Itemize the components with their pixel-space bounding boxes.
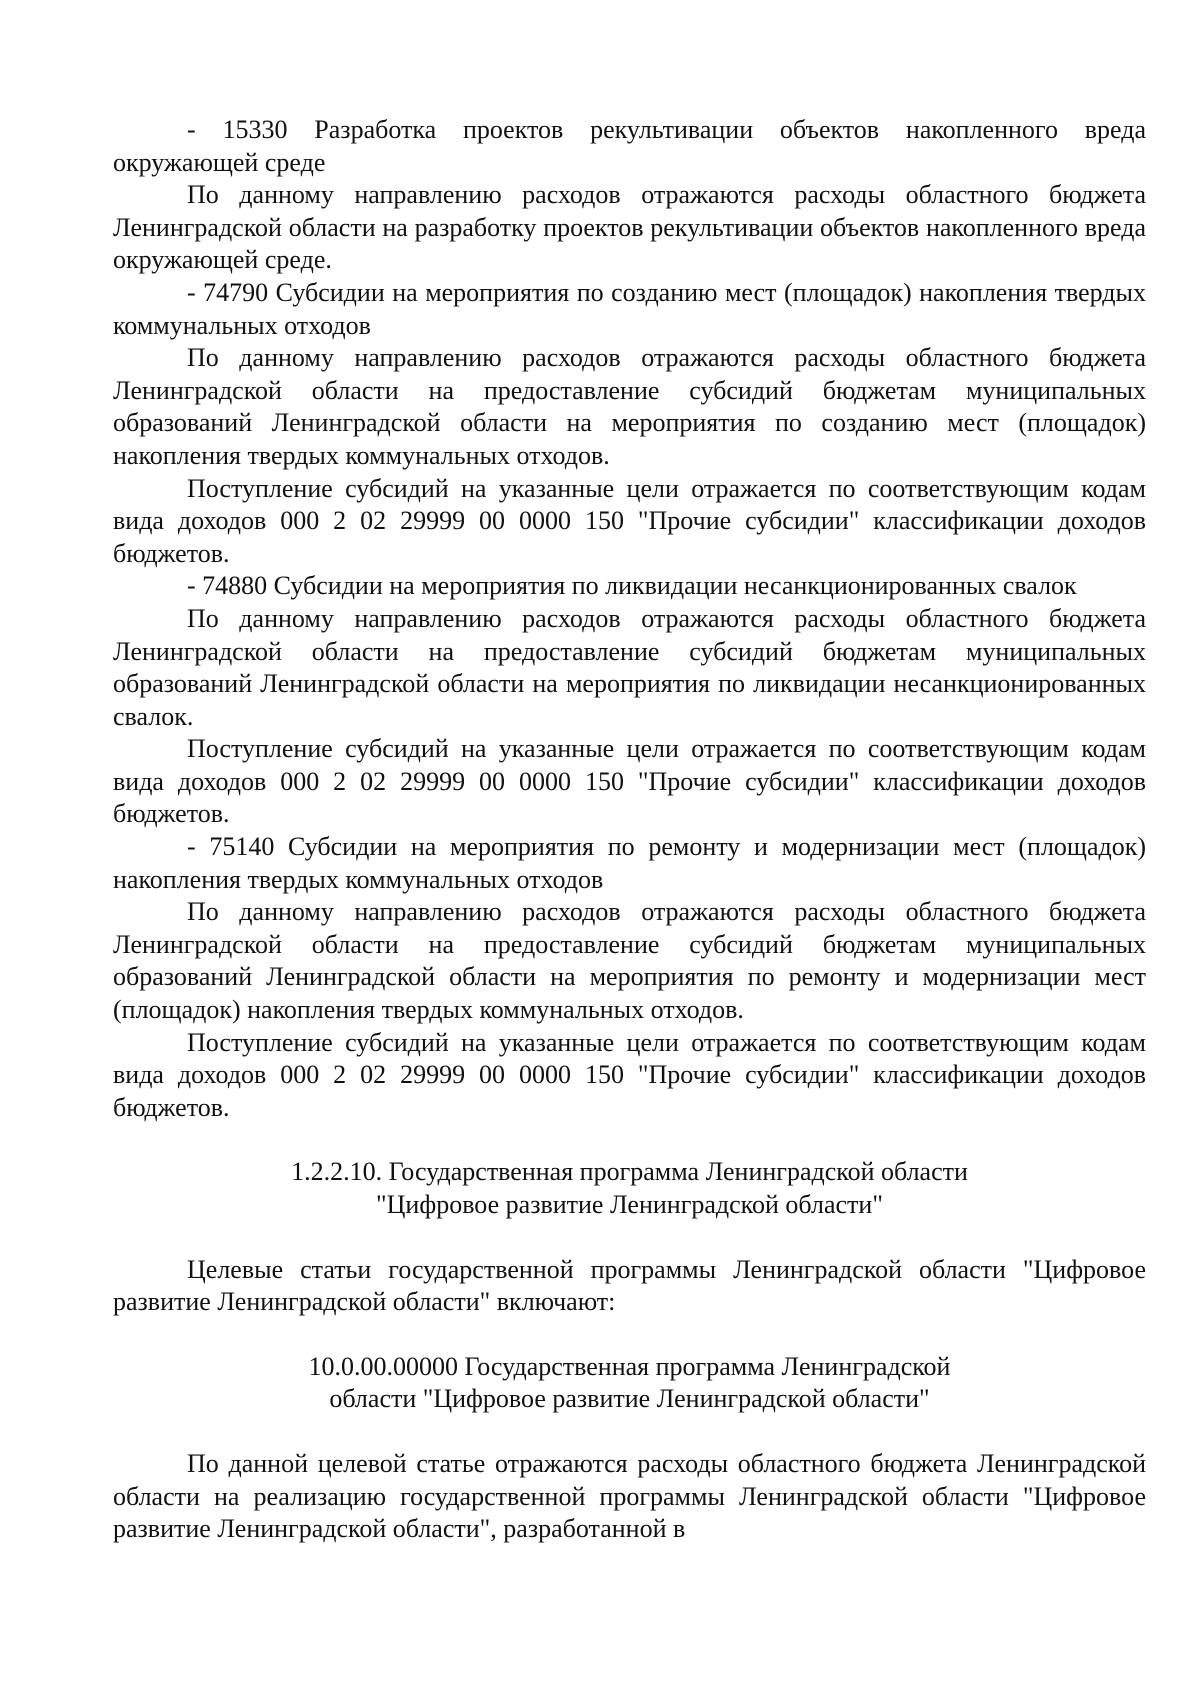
spacer <box>113 1222 1146 1254</box>
item-74880-description: По данному направлению расходов отражаются расходы областного бюджета Ленинградской области на предоставление субсидий бюджетам муниципальных образований Ленинградской области на мероприятия по ликвидации несанкционированных свалок. <box>113 603 1146 731</box>
item-74790-title: - 74790 Субсидии на мероприятия по созданию мест (площадок) накопления твердых коммунальных отходов <box>113 277 1146 340</box>
item-75140-title: - 75140 Субсидии на мероприятия по ремонту и модернизации мест (площадок) накопления твердых коммунальных отходов <box>113 832 1146 894</box>
target-article-heading-line2: области "Цифровое развитие Ленинградской области" <box>329 1384 930 1414</box>
item-75140-description: По данному направлению расходов отражаются расходы областного бюджета Ленинградской области на предоставление субсидий бюджетам муниципальных образований Ленинградской области на мероприятия по ремонту и модернизации мест (площадок) накопления твердых коммунальных отходов. <box>113 897 1146 1025</box>
spacer <box>113 1416 1146 1448</box>
item-15330-description: По данному направлению расходов отражаются расходы областного бюджета Ленинградской области на разработку проектов рекультивации объектов накопленного вреда окружающей среде. <box>113 180 1146 275</box>
final-paragraph: По данной целевой статье отражаются расходы областного бюджета Ленинградской области на реализацию государственной программы Ленинградской области "Цифровое развитие Ленинградской области", разработанной в <box>113 1448 1146 1544</box>
document-body <box>113 114 1146 1546</box>
item-74880-title: - 74880 Субсидии на мероприятия по ликвидации несанкционированных свалок <box>187 571 1077 601</box>
section-heading-line2: "Цифровое развитие Ленинградской области" <box>376 1190 883 1219</box>
section-heading-line1: 1.2.2.10. Государственная программа Ленинградской области <box>291 1157 968 1187</box>
spacer <box>113 1319 1146 1351</box>
item-15330-title: - 15330 Разработка проектов рекультивации объектов накопленного вреда окружающей среде <box>113 115 1146 177</box>
item-74790-income-note: Поступление субсидий на указанные цели отражается по соответствующим кодам вида доходов 000 2 02 29999 00 0000 150 "Прочие субсидии" классификации доходов бюджетов. <box>113 473 1146 568</box>
intro-paragraph: Целевые статьи государственной программы Ленинградской области "Цифровое развитие Ленинградской области" включают: <box>113 1254 1146 1317</box>
item-74880-income-note: Поступление субсидий на указанные цели отражается по соответствующим кодам вида доходов 000 2 02 29999 00 0000 150 "Прочие субсидии" классификации доходов бюджетов. <box>113 734 1146 829</box>
item-75140-income-note: Поступление субсидий на указанные цели отражается по соответствующим кодам вида доходов 000 2 02 29999 00 0000 150 "Прочие субсидии" классификации доходов бюджетов. <box>113 1027 1146 1122</box>
spacer <box>113 1124 1146 1156</box>
item-74790-description: По данному направлению расходов отражаются расходы областного бюджета Ленинградской области на предоставление субсидий бюджетам муниципальных образований Ленинградской области на мероприятия по созданию мест (площадок) накопления твердых коммунальных отходов. <box>113 343 1146 470</box>
target-article-heading-line1: 10.0.00.00000 Государственная программа Ленинградской <box>308 1351 951 1381</box>
